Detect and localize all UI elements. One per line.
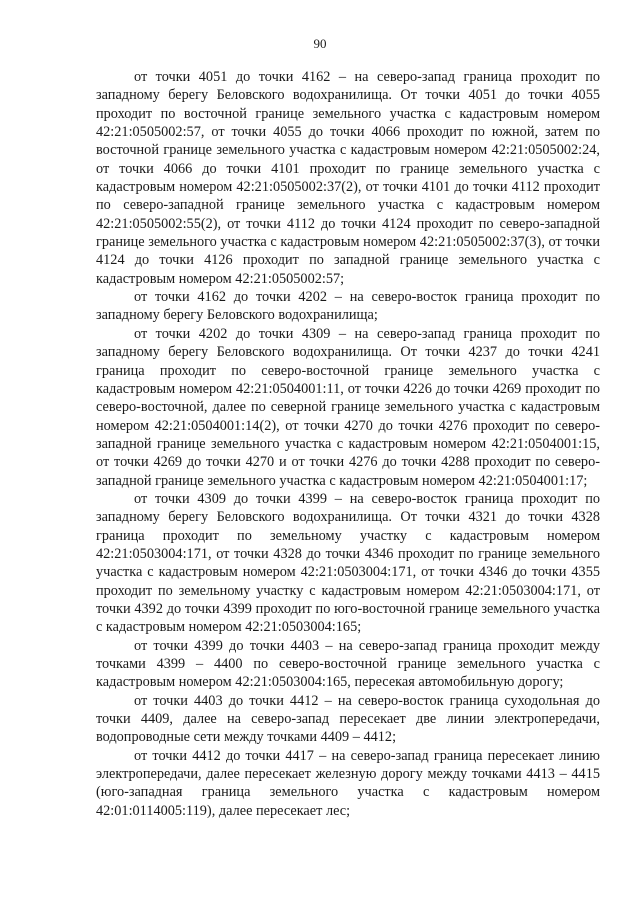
- paragraph-boundary-4051-4162: от точки 4051 до точки 4162 – на северо-запад граница проходит по западному берегу Беловского водохранилища. От точки 4051 до точки 4055 проходит по восточной границе земельного участка с кадастровым номером 42:21:0505002:57, от точки 4055 до точки 4066 проходит по южной, затем по восточной границе земельного участка с кадастровым номером 42:21:0505002:24, от точки 4066 до точки 4101 проходит по границе земельного участка с кадастровым номером 42:21:0505002:37(2), от точки 4101 до точки 4112 проходит по северо-западной границе земельного участка с кадастровым номером 42:21:0505002:55(2), от точки 4112 до точки 4124 проходит по северо-западной границе земельного участка с кадастровым номером 42:21:0505002:37(3), от точки 4124 до точки 4126 проходит по западной границе земельного участка с кадастровым номером 42:21:0505002:57;: [96, 69, 600, 287]
- page-number: 90: [313, 36, 327, 51]
- paragraph-boundary-4202-4309: от точки 4202 до точки 4309 – на северо-запад граница проходит по западному берегу Беловского водохранилища. От точки 4237 до точки 4241 граница проходит по северо-восточной границе земельного участка с кадастровым номером 42:21:0504001:11, от точки 4226 до точки 4269 проходит по северо-восточной, далее по северной границе земельного участка с кадастровым номером 42:21:0504001:14(2), от точки 4270 до точки 4276 проходит по северо-западной границе земельного участка с кадастровым номером 42:21:0504001:15, от точки 4269 до точки 4270 и от точки 4276 до точки 4288 проходит по северо-западной границе земельного участка с кадастровым номером 42:21:0504001:17;: [96, 325, 600, 489]
- paragraph-boundary-4309-4399: от точки 4309 до точки 4399 – на северо-восток граница проходит по западному берегу Беловского водохранилища. От точки 4321 до точки 4328 граница проходит по земельному участку с кадастровым номером 42:21:0503004:171, от точки 4328 до точки 4346 проходит по границе земельного участка с кадастровым номером 42:21:0503004:171, от точки 4346 до точки 4355 проходит по земельному участку с кадастровым номером 42:21:0503004:171, от точки 4392 до точки 4399 проходит по юго-восточной границе земельного участка с кадастровым номером 42:21:0503004:165;: [96, 490, 600, 636]
- document-body: [96, 68, 600, 820]
- paragraph-boundary-4399-4403: от точки 4399 до точки 4403 – на северо-запад граница проходит между точками 4399 – 4400 по северо-восточной границе земельного участка с кадастровым номером 42:21:0503004:165, пересекая автомобильную дорогу;: [96, 637, 600, 691]
- paragraph-boundary-4162-4202: от точки 4162 до точки 4202 – на северо-восток граница проходит по западному берегу Беловского водохранилища;: [96, 289, 600, 324]
- paragraph-boundary-4412-4417: от точки 4412 до точки 4417 – на северо-запад граница пересекает линию электропередачи, далее пересекает железную дорогу между точками 4413 – 4415 (юго-западная граница земельного участка с кадастровым номером 42:01:0114005:119), далее пересекает лес;: [96, 747, 600, 819]
- paragraph-boundary-4403-4412: от точки 4403 до точки 4412 – на северо-восток граница суходольная до точки 4409, далее на северо-запад пересекает две линии электропередачи, водопроводные сети между точками 4409 – 4412;: [96, 692, 600, 746]
